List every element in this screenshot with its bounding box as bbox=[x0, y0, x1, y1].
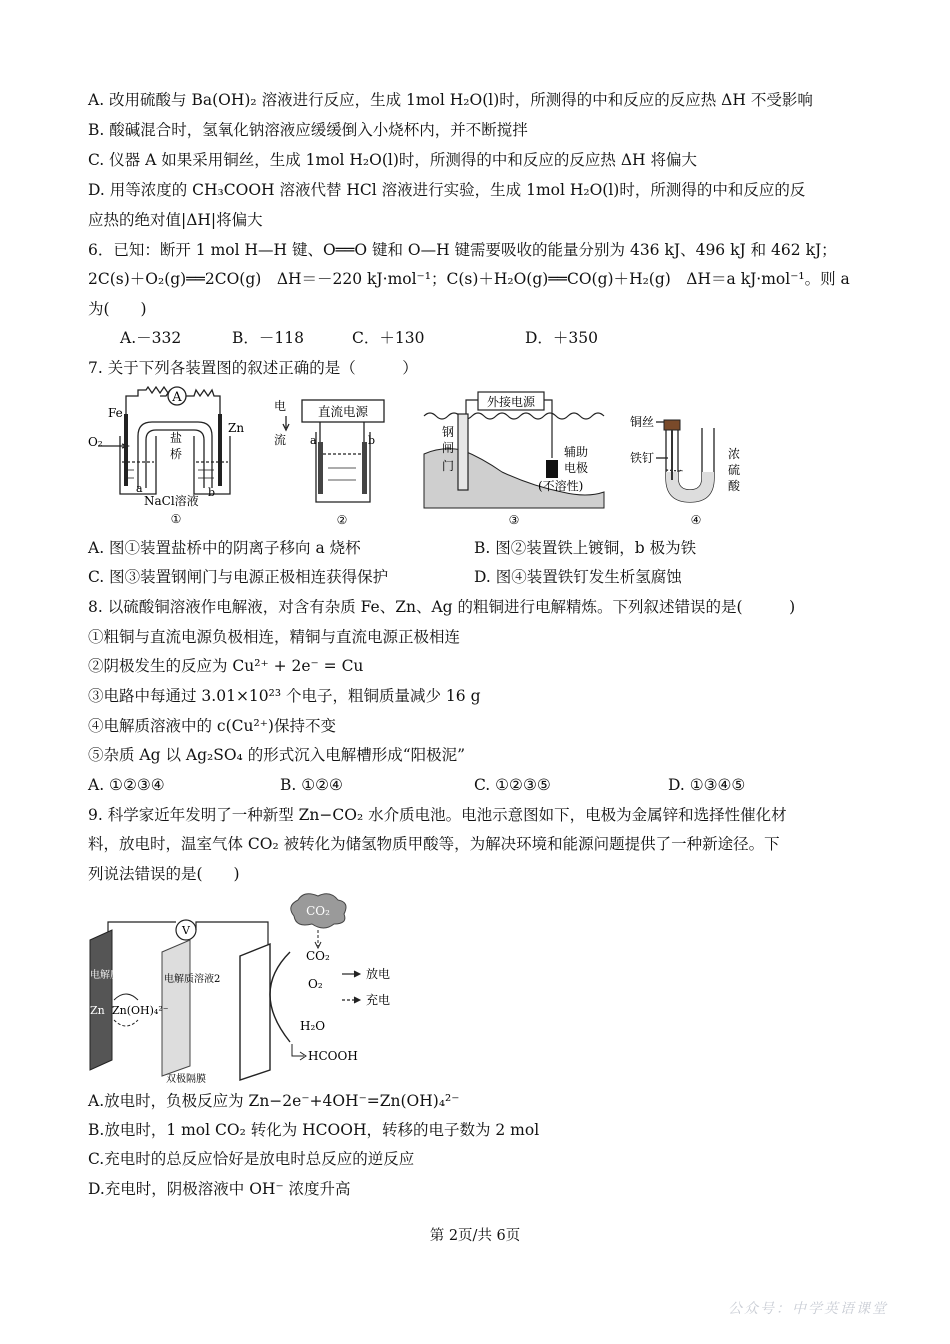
q9-option-a: A.放电时，负极反应为 Zn−2e⁻+4OH⁻=Zn(OH)₄²⁻ bbox=[88, 1092, 460, 1110]
figure-1-number: ① bbox=[170, 512, 182, 526]
h2o-label: H₂O bbox=[300, 1019, 326, 1033]
q9-stem-line2: 料，放电时，温室气体 CO₂ 被转化为储氢物质甲酸等，为解决环境和能源问题提供了一种新途径。下 bbox=[88, 835, 780, 853]
q9-stem-line3: 列说法错误的是( ) bbox=[88, 865, 240, 883]
q6-option-c: C．＋130 bbox=[352, 329, 425, 347]
aux-electrode-label-3: (不溶性) bbox=[538, 479, 584, 493]
salt-bridge-label-2: 桥 bbox=[170, 447, 183, 461]
q9-stem-line1: 9. 科学家近年发明了一种新型 Zn−CO₂ 水介质电池。电池示意图如下，电极为金属锌和选择性催化材 bbox=[88, 806, 787, 824]
q7-option-c: C. 图③装置钢闸门与电源正极相连获得保护 bbox=[88, 568, 389, 586]
q6-stem-line1: 6．已知：断开 1 mol H—H 键、O══O 键和 O—H 键需要吸收的能量分别为 436 kJ、496 kJ 和 462 kJ； bbox=[88, 241, 837, 259]
voltmeter-label: V bbox=[182, 924, 190, 937]
electrode-a-label: a bbox=[310, 434, 317, 447]
figure-3-number: ③ bbox=[508, 513, 520, 527]
current-label-2: 流 bbox=[274, 433, 287, 447]
ammeter-label: A bbox=[172, 390, 182, 405]
q8-option-a: A. ①②③④ bbox=[88, 776, 165, 794]
figure-zn-co2-battery bbox=[86, 892, 406, 1088]
q7-option-b: B. 图②装置铁上镀铜，b 极为铁 bbox=[474, 539, 697, 557]
acid-label-1: 浓 bbox=[728, 447, 741, 461]
fe-electrode-label: Fe bbox=[108, 406, 123, 420]
gate-label-3: 门 bbox=[442, 459, 455, 473]
q7-option-d: D. 图④装置铁钉发生析氢腐蚀 bbox=[474, 568, 682, 586]
q8-statement-4: ④电解质溶液中的 c(Cu²⁺)保持不变 bbox=[88, 717, 336, 735]
q6-option-a: A.－332 bbox=[120, 329, 182, 347]
acid-label-2: 硫 bbox=[728, 463, 741, 477]
q8-statement-3: ③电路中每通过 3.01×10²³ 个电子，粗铜质量减少 16 g bbox=[88, 687, 481, 705]
q7-option-a: A. 图①装置盐桥中的阴离子移向 a 烧杯 bbox=[88, 539, 361, 557]
figure-4-u-tube bbox=[628, 408, 754, 534]
discharge-legend-label: 放电 bbox=[366, 967, 391, 981]
bipolar-membrane-label: 双极隔膜 bbox=[166, 1074, 206, 1085]
q6-option-d: D．＋350 bbox=[525, 329, 599, 347]
page-footer: 第 2页/共 6页 bbox=[429, 1228, 521, 1244]
electrolyte-2-label: 电解质溶液2 bbox=[164, 974, 221, 985]
q5-option-d-line1: D. 用等浓度的 CH₃COOH 溶液代替 HCl 溶液进行实验，生成 1mol H₂O(l)时，所测得的中和反应的反 bbox=[88, 181, 806, 199]
q9-option-c: C.充电时的总反应恰好是放电时总反应的逆反应 bbox=[88, 1150, 415, 1168]
beaker-b-label: b bbox=[208, 486, 216, 499]
current-label-1: 电 bbox=[274, 399, 287, 413]
figure-3-cathodic-protection bbox=[422, 388, 610, 534]
zinc-hydroxide-label: Zn(OH)₄²⁻ bbox=[112, 1004, 169, 1017]
q8-option-c: C. ①②③⑤ bbox=[474, 776, 551, 794]
o2-label: O₂ bbox=[308, 977, 323, 991]
figure-2-number: ② bbox=[336, 513, 348, 527]
q8-statement-2: ②阴极发生的反应为 Cu²⁺ + 2e⁻ = Cu bbox=[88, 657, 364, 675]
beaker-a-label: a bbox=[136, 482, 143, 495]
q6-stem-line3: 为( ) bbox=[88, 300, 147, 318]
q8-option-b: B. ①②④ bbox=[280, 776, 343, 794]
q6-option-b: B．－118 bbox=[232, 329, 304, 347]
charge-legend-label: 充电 bbox=[366, 993, 391, 1007]
q5-option-b: B. 酸碱混合时，氢氧化钠溶液应缓缓倒入小烧杯内，并不断搅拌 bbox=[88, 121, 528, 139]
nacl-label: NaCl溶液 bbox=[144, 494, 199, 508]
aux-electrode-label-2: 电极 bbox=[564, 461, 589, 475]
q8-statement-5: ⑤杂质 Ag 以 Ag₂SO₄ 的形式沉入电解槽形成“阳极泥” bbox=[88, 746, 466, 764]
q8-option-d: D. ①③④⑤ bbox=[668, 776, 746, 794]
gate-label-2: 闸 bbox=[442, 441, 455, 455]
figure-1-galvanic-cell bbox=[86, 384, 266, 534]
co2-cloud-label: CO₂ bbox=[306, 904, 330, 918]
figure-4-number: ④ bbox=[690, 513, 702, 527]
iron-nail-label: 铁钉 bbox=[630, 451, 655, 465]
o2-label: O₂ bbox=[88, 435, 103, 449]
figure-2-electroplating bbox=[272, 394, 400, 534]
copper-wire-label: 铜丝 bbox=[630, 415, 655, 429]
co2-label: CO₂ bbox=[306, 949, 330, 963]
q9-option-d: D.充电时，阴极溶液中 OH⁻ 浓度升高 bbox=[88, 1180, 351, 1198]
external-power-label: 外接电源 bbox=[486, 395, 536, 409]
electrolyte-1-label: 电解质溶液1 bbox=[90, 970, 147, 981]
q8-stem: 8. 以硫酸铜溶液作电解液，对含有杂质 Fe、Zn、Ag 的粗铜进行电解精炼。下列叙述错误的是( ) bbox=[88, 598, 796, 616]
q5-option-d-line2: 应热的绝对值|ΔH|将偏大 bbox=[88, 211, 263, 229]
acid-label-3: 酸 bbox=[728, 479, 741, 493]
zn-electrode-label: Zn bbox=[228, 421, 245, 435]
q6-stem-line2: 2C(s)＋O₂(g)══2CO(g) ΔH＝－220 kJ·mol⁻¹；C(s)＋H₂O(g)══CO(g)＋H₂(g) ΔH＝a kJ·mol⁻¹。则 a bbox=[88, 270, 850, 288]
electrode-b-label: b bbox=[368, 434, 376, 447]
aux-electrode-label-1: 辅助 bbox=[564, 445, 589, 459]
q5-option-a: A. 改用硫酸与 Ba(OH)₂ 溶液进行反应，生成 1mol H₂O(l)时，所测得的中和反应的反应热 ΔH 不受影响 bbox=[88, 91, 813, 109]
q8-statement-1: ①粗铜与直流电源负极相连，精铜与直流电源正极相连 bbox=[88, 628, 461, 646]
gate-label-1: 钢 bbox=[442, 425, 455, 439]
hcooh-label: HCOOH bbox=[308, 1049, 358, 1063]
salt-bridge-label-1: 盐 bbox=[170, 431, 183, 445]
watermark: 公众号：中学英语课堂 bbox=[728, 1301, 888, 1317]
q9-option-b: B.放电时，1 mol CO₂ 转化为 HCOOH，转移的电子数为 2 mol bbox=[88, 1121, 540, 1139]
q5-option-c: C. 仪器 A 如果采用铜丝，生成 1mol H₂O(l)时，所测得的中和反应的反应热 ΔH 将偏大 bbox=[88, 151, 697, 169]
q7-stem: 7. 关于下列各装置图的叙述正确的是（ ） bbox=[88, 359, 418, 377]
zn-label: Zn bbox=[90, 1004, 105, 1017]
dc-power-label: 直流电源 bbox=[317, 404, 369, 419]
